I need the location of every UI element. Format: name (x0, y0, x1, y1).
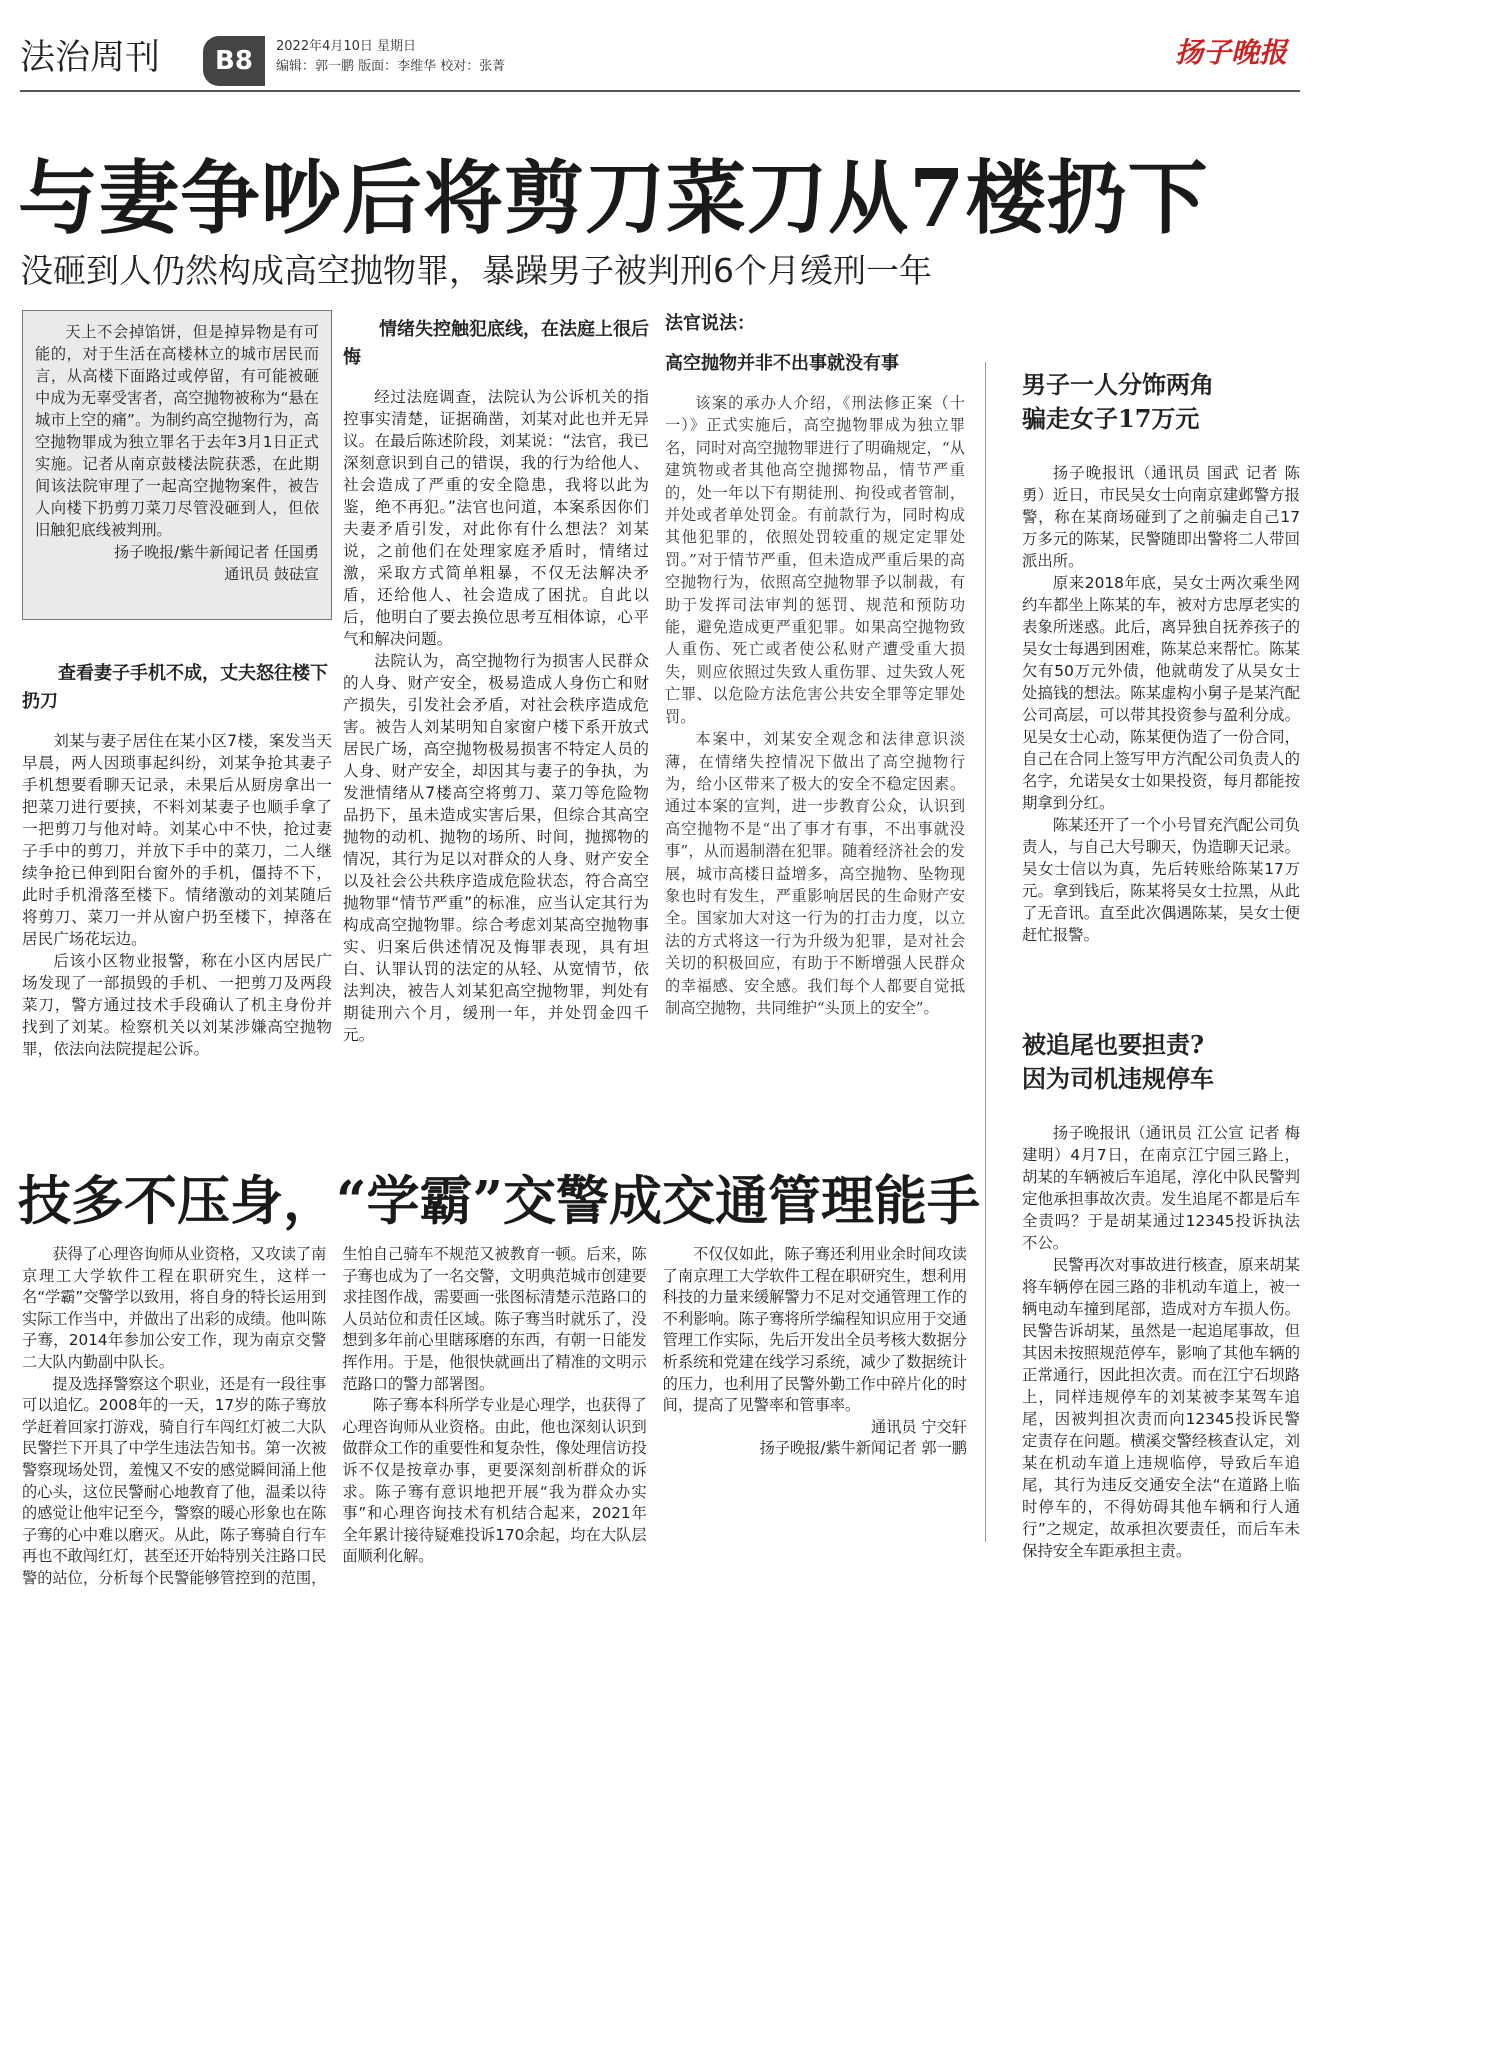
lead-byline-1: 扬子晚报/紫牛新闻记者 任国勇 (114, 543, 319, 561)
col1-paragraph: 后该小区物业报警，称在小区内居民广场发现了一部损毁的手机、一把剪刀及两段菜刀，警方通过技术手段确认了机主身份并找到了刘某。检察机关以刘某涉嫌高空抛物罪，依法向法院提起公诉。 (22, 952, 332, 1058)
col3-paragraph: 本案中，刘某安全观念和法律意识淡薄，在情绪失控情况下做出了高空抛物行为，给小区带来了极大的安全不稳定因素。通过本案的宣判，进一步教育公众，认识到高空抛物不是“出了事才有事，不出事就没事”，从而遏制潜在犯罪。随着经济社会的发展，城市高楼日益增多，高空抛物、坠物现象也时有发生，严重影响居民的生命财产安全。国家加大对这一行为的打击力度，以立法的方式将这一行为升级为犯罪，是对社会关切的积极回应，有助于不断增强人民群众的幸福感、安全感。我们每个人都要自觉抵制高空抛物，共同维护“头顶上的安全”。 (665, 730, 965, 1017)
col2-subhead: 情绪失控触犯底线，在法庭上很后悔 (343, 319, 649, 368)
second-byline-2: 扬子晚报/紫牛新闻记者 郭一鹏 (759, 1439, 967, 1458)
lead-box (22, 310, 332, 620)
story2-paragraph: 民警再次对事故进行核查，原来胡某将车辆停在园三路的非机动车道上，被一辆电动车撞到尾部，造成对方车损人伤。民警告诉胡某，虽然是一起追尾事故，但其因未按照规范停车，影响了其他车辆的正常通行，因此担次责。而在江宁石坝路上，同样违规停车的刘某被李某驾车追尾，因被判担次责而向12345投诉民警定责存在问题。横溪交警经核查认定，刘某在机动车道上违规临停，导致后车追尾，其行为违反交通安全法“在道路上临时停车的，不得妨碍其他车辆和行人通行”之规定，故承担次要责任，而后车未保持安全车距承担主责。 (1022, 1256, 1300, 1560)
paper-logo (1175, 30, 1301, 76)
col2-paragraph: 法院认为，高空抛物行为损害人民群众的人身、财产安全，极易造成人身伤亡和财产损失，引发社会矛盾，对社会秩序造成危害。被告人刘某明知自家窗户楼下系开放式居民广场，高空抛物极易损害不特定人员的人身、财产安全，却因其与妻子的争执，为发泄情绪从7楼高空将剪刀、菜刀等危险物品扔下，虽未造成实害后果，但综合其高空抛物的动机、抛物的场所、时间，抛掷物的情况，其行为足以对群众的人身、财产安全以及社会公共秩序造成危险状态，符合高空抛物罪“情节严重”的标准，应当认定其行为构成高空抛物罪。综合考虑刘某高空抛物事实、归案后供述情况及悔罪表现，具有坦白、认罪认罚的法定的从轻、从宽情节，依法判决，被告人刘某犯高空抛物罪，判处有期徒刑六个月，缓刑一年，并处罚金四千元。 (343, 652, 649, 1044)
second-paragraph: 不仅仅如此，陈子骞还利用业余时间攻读了南京理工大学软件工程在职研究生，想利用科技的力量来缓解警力不足对交通管理工作的不利影响。陈子骞将所学编程知识应用于交通管理工作实际，先后开发出全员考核大数据分析系统和党建在线学习系统，减少了数据统计的压力，也利用了民警外勤工作中碎片化的时间，提高了见警率和管事率。 (662, 1245, 967, 1415)
story1-headline-2: 骗走女子17万元 (1022, 404, 1200, 433)
story2-headline-1: 被追尾也要担责? (1022, 1030, 1205, 1059)
col2-paragraph: 经过法庭调查，法院认为公诉机关的指控事实清楚，证据确凿，刘某对此也并无异议。在最后陈述阶段，刘某说：“法官，我已深刻意识到自己的错误，我的行为给他人、社会造成了严重的安全隐患，我将以此为鉴，绝不再犯。”法官也问道，本案系因你们夫妻矛盾引发，对此你有什么想法？刘某说，之前他们在处理家庭矛盾时，情绪过激，采取方式简单粗暴，不仅无法解决矛盾，还给他人、社会造成了困扰。自此以后，他明白了要去换位思考互相体谅，心平气和解决问题。 (343, 388, 649, 648)
col1-subhead: 查看妻子手机不成，丈夫怒往楼下扔刀 (22, 663, 328, 712)
section-name: 法治周刊 (20, 38, 161, 78)
lead-text: 天上不会掉馅饼，但是掉异物是有可能的，对于生活在高楼林立的城市居民而言，从高楼下面路过或停留，有可能被砸中成为无辜受害者，高空抛物被称为“悬在城市上空的痛”。为制约高空抛物行为，高空抛物罪成为独立罪名于去年3月1日正式实施。记者从南京鼓楼法院获悉，在此期间该法院审理了一起高空抛物案件，被告人向楼下扔剪刀菜刀尽管没砸到人，但依旧触犯底线被判刑。 (35, 323, 319, 539)
main-headline: 与妻争吵后将剪刀菜刀从7楼扔下 (18, 151, 1209, 245)
story1-headline-1: 男子一人分饰两角 (1022, 370, 1214, 399)
page-number: B8 (215, 46, 253, 76)
col3-subhead: 高空抛物并非不出事就没有事 (665, 353, 899, 374)
col3-article (665, 310, 965, 1019)
story1-paragraph: 陈某还开了一个小号冒充汽配公司负责人，与自己大号聊天，伪造聊天记录。吴女士信以为真，先后转账给陈某17万元。拿到钱后，陈某将吴女士拉黑，从此了无音讯。直至此次偶遇陈某，吴女士便赶忙报警。 (1022, 816, 1300, 944)
second-paragraph: 获得了心理咨询师从业资格，又攻读了南京理工大学软件工程在职研究生，这样一名“学霸”交警学以致用，将自身的特长运用到实际工作当中，并做出了出彩的成绩。他叫陈子骞，2014年参加公安工作，现为南京交警二大队内勤副中队长。 (22, 1245, 327, 1371)
issue-date: 2022年4月10日 星期日 (276, 39, 417, 54)
right-column-divider (985, 362, 986, 1542)
page-number-badge (203, 36, 265, 86)
col1-article (22, 660, 332, 1060)
second-byline-1: 通讯员 宁交轩 (871, 1417, 967, 1436)
col2-article (343, 316, 649, 1046)
right-story-2 (1022, 1028, 1300, 1562)
col3-paragraph: 该案的承办人介绍，《刑法修正案（十一）》正式实施后，高空抛物罪成为独立罪名，同时对高空抛物罪进行了明确规定，“从建筑物或者其他高空抛掷物品，情节严重的，处一年以下有期徒刑、拘役或者管制，并处或者单处罚金。有前款行为，同时构成其他犯罪的，依照处罚较重的规定定罪处罚。”对于情节严重，但未造成严重后果的高空抛物行为，依照高空抛物罪予以制裁，有助于发挥司法审判的惩罚、规范和预防功能，避免造成更严重犯罪。如果高空抛物致人重伤、死亡或者使公私财产遭受重大损失，则应依照过失致人重伤罪、过失致人死亡罪、以危险方法危害公共安全罪等定罪处罚。 (665, 394, 965, 726)
right-story-1 (1022, 368, 1300, 946)
second-paragraph: 提及选择警察这个职业，还是有一段往事可以追忆。2008年的一天，17岁的陈子骞放学赶着回家打游戏，骑自行车闯红灯被二大队民警拦下开具了中学生违法告知书。第一次被警察现场处罚，羞愧又不安的感觉瞬间涌上他的心头，这位民警耐心地教育了他，温柔以待的感觉让他牢记至今，警察的暖心形象也在陈子骞的心中难以磨灭。从此，陈子骞骑自行车再也不敢闯红灯，甚至还开始特别关注路口民警的站位，分析每个民警能够管控到的范围，生怕自己骑车不规范又被教育一顿。后来，陈子骞也成为了一名交警，文明典范城市创建要求挂图作战，需要画一张图标清楚示范路口的人员站位和责任区域。陈子骞当时就乐了，没想到多年前心里瞎琢磨的东西，有朝一日能发挥作用。于是，他很快就画出了精准的文明示范路口的警力部署图。 (22, 1245, 647, 1587)
lead-byline-2: 通讯员 鼓砝宣 (224, 565, 319, 583)
second-headline: 技多不压身，“学霸”交警成交通管理能手 (18, 1170, 980, 1232)
masthead-rule (20, 90, 1300, 92)
editors-line: 编辑：郭一鹏 版面：李维华 校对：张菁 (276, 59, 506, 74)
story2-headline-2: 因为司机违规停车 (1022, 1064, 1214, 1093)
second-article (22, 1244, 967, 1604)
judge-comment-label: 法官说法： (665, 313, 755, 334)
main-subhead: 没砸到人仍然构成高空抛物罪，暴躁男子被判刑6个月缓刑一年 (20, 251, 932, 290)
story2-paragraph: 扬子晚报讯（通讯员 江公宣 记者 梅建明）4月7日，在南京江宁园三路上，胡某的车辆被后车追尾，淳化中队民警判定他承担事故次责。发生追尾不都是后车全责吗？于是胡某通过12345投诉执法不公。 (1022, 1124, 1300, 1252)
story1-paragraph: 原来2018年底，吴女士两次乘坐网约车都坐上陈某的车，被对方忠厚老实的表象所迷惑。此后，离异独自抚养孩子的吴女士每遇到困难，陈某总来帮忙。陈某欠有50万元外债，他就萌发了从吴女士处搞钱的想法。陈某虚构小舅子是某汽配公司高层，可以带其投资参与盈利分成。见吴女士心动，陈某便伪造了一份合同，自己在合同上签写甲方汽配公司负责人的名字，允诺吴女士如果投资，每月都能按期拿到分红。 (1022, 574, 1300, 812)
paper-logo-text: 扬子晚报 (1175, 36, 1288, 69)
col1-paragraph: 刘某与妻子居住在某小区7楼，案发当天早晨，两人因琐事起纠纷，刘某争抢其妻子手机想要看聊天记录，未果后从厨房拿出一把菜刀进行要挟，不料刘某妻子也顺手拿了一把剪刀与他对峙。刘某心中不快，抢过妻子手中的剪刀，并放下手中的菜刀，二人继续争抢已伸到阳台窗外的手机，僵持不下，此时手机滑落至楼下。情绪激动的刘某随后将剪刀、菜刀一并从窗户扔至楼下，掉落在居民广场花坛边。 (22, 732, 332, 948)
story1-paragraph: 扬子晚报讯（通讯员 国武 记者 陈勇）近日，市民吴女士向南京建邺警方报警，称在某商场碰到了之前骗走自己17万多元的陈某，民警随即出警将二人带回派出所。 (1022, 464, 1300, 570)
second-paragraph: 陈子骞本科所学专业是心理学，也获得了心理咨询师从业资格。由此，他也深刻认识到做群众工作的重要性和复杂性，像处理信访投诉不仅是按章办事，更要深刻剖析群众的诉求。陈子骞有意识地把开展“我为群众办实事”和心理咨询技术有机结合起来，2021年全年累计接待疑难投诉170余起，均在大队层面顺利化解。 (342, 1396, 647, 1566)
